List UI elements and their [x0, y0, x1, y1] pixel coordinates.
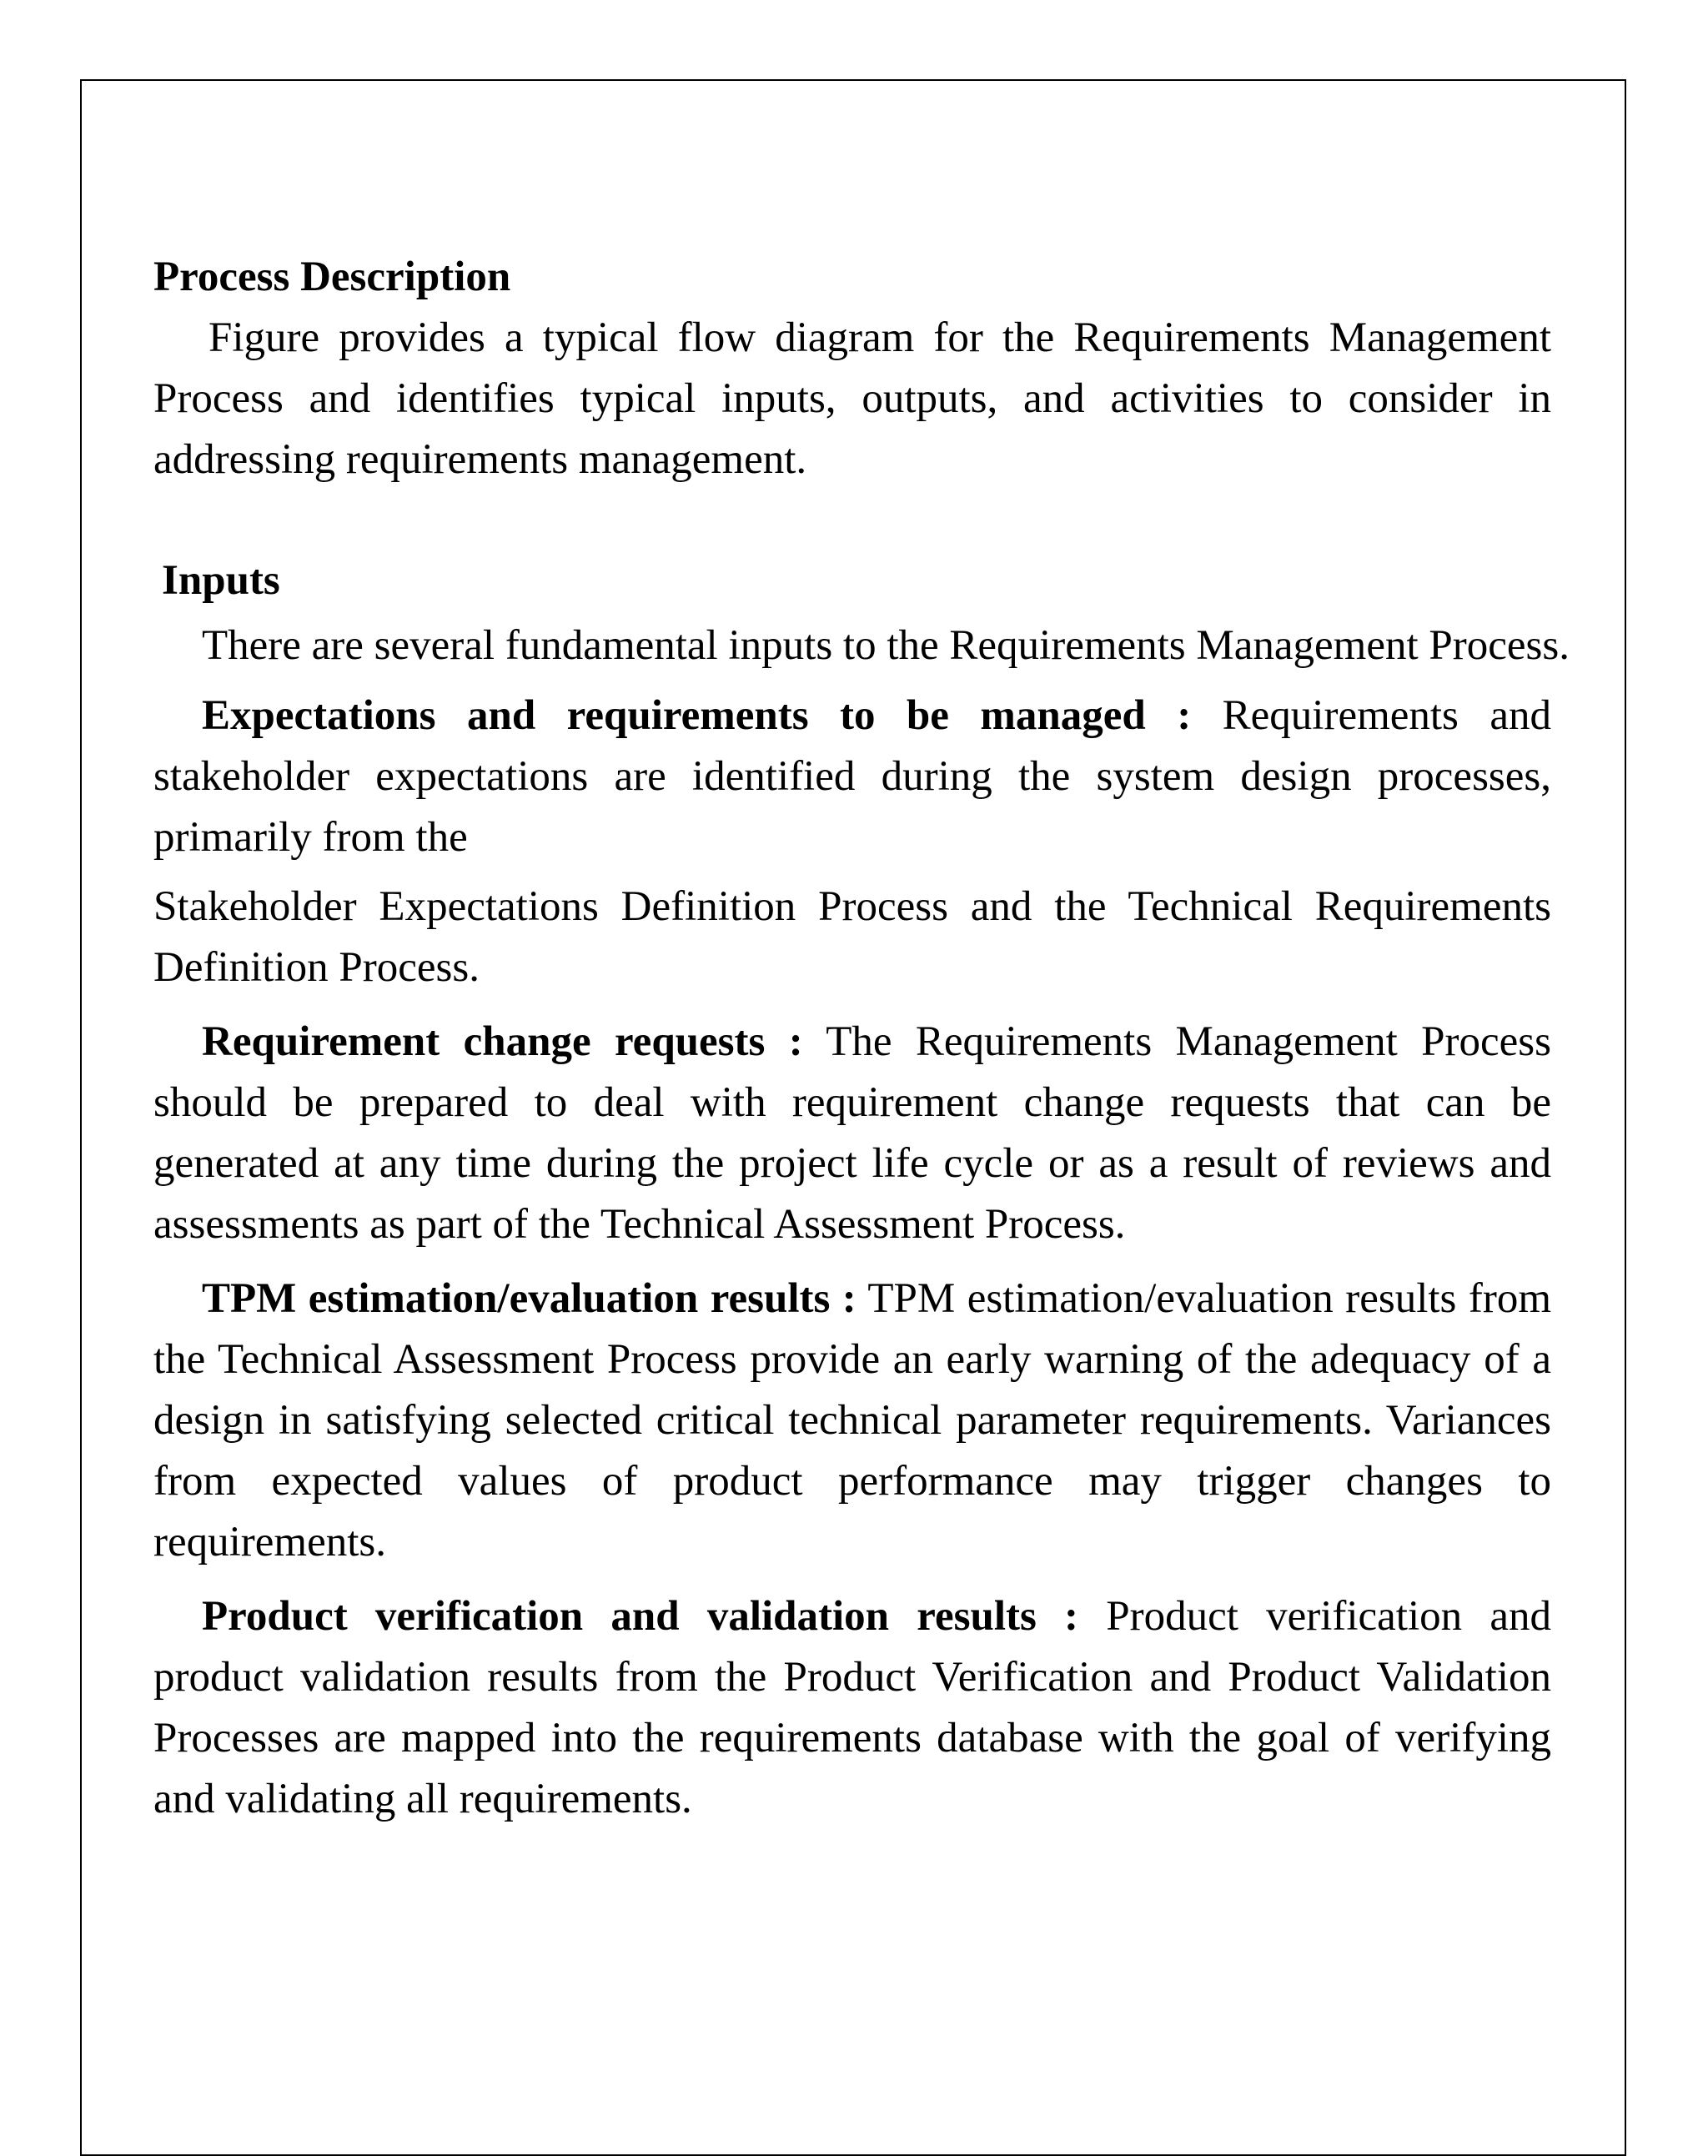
- input-item-expectations: [153, 686, 1551, 868]
- input-item-tpm-results: [153, 1269, 1551, 1573]
- paragraph-inputs-intro: There are several fundamental inputs to the Requirements Management Process.: [202, 622, 1570, 669]
- heading-process-description: Process Description: [153, 254, 511, 300]
- heading-inputs: Inputs: [162, 557, 280, 604]
- document-body: [153, 247, 1570, 1830]
- input-item-verification-results: [153, 1586, 1551, 1830]
- input-term: Expectations and requirements to be managed :: [202, 692, 1192, 739]
- input-term: TPM estimation/evaluation results :: [202, 1275, 857, 1322]
- input-description: The Requirements Management Process should be prepared to deal with requirement change requests that can be generated at any time during the project life cycle or as a result of reviews and assessments as part of the Technical Assessment Process.: [153, 1018, 1551, 1248]
- input-item-change-requests: [153, 1012, 1551, 1255]
- input-description: TPM estimation/evaluation results from the Technical Assessment Process provide an early warning of the adequacy of a design in satisfying selected critical technical parameter requirements. Variances from expected values of product performance may trigger changes to requirements.: [153, 1275, 1552, 1565]
- input-term: Product verification and validation results :: [202, 1593, 1079, 1640]
- input-term: Requirement change requests :: [202, 1018, 803, 1065]
- input-description: Requirements and stakeholder expectations are identified during the system design processes, primarily from the: [153, 692, 1551, 861]
- paragraph-process-description: Figure provides a typical flow diagram for the Requirements Management Process and identifies typical inputs, outputs, and activities to consider in addressing requirements management.: [153, 314, 1551, 483]
- input-description: Product verification and product validation results from the Product Verification and Product Validation Processes are mapped into the requirements database with the goal of verifying and validating all requirements.: [153, 1593, 1551, 1822]
- input-item-expectations-continuation: Stakeholder Expectations Definition Process and the Technical Requirements Definition Process.: [153, 883, 1551, 991]
